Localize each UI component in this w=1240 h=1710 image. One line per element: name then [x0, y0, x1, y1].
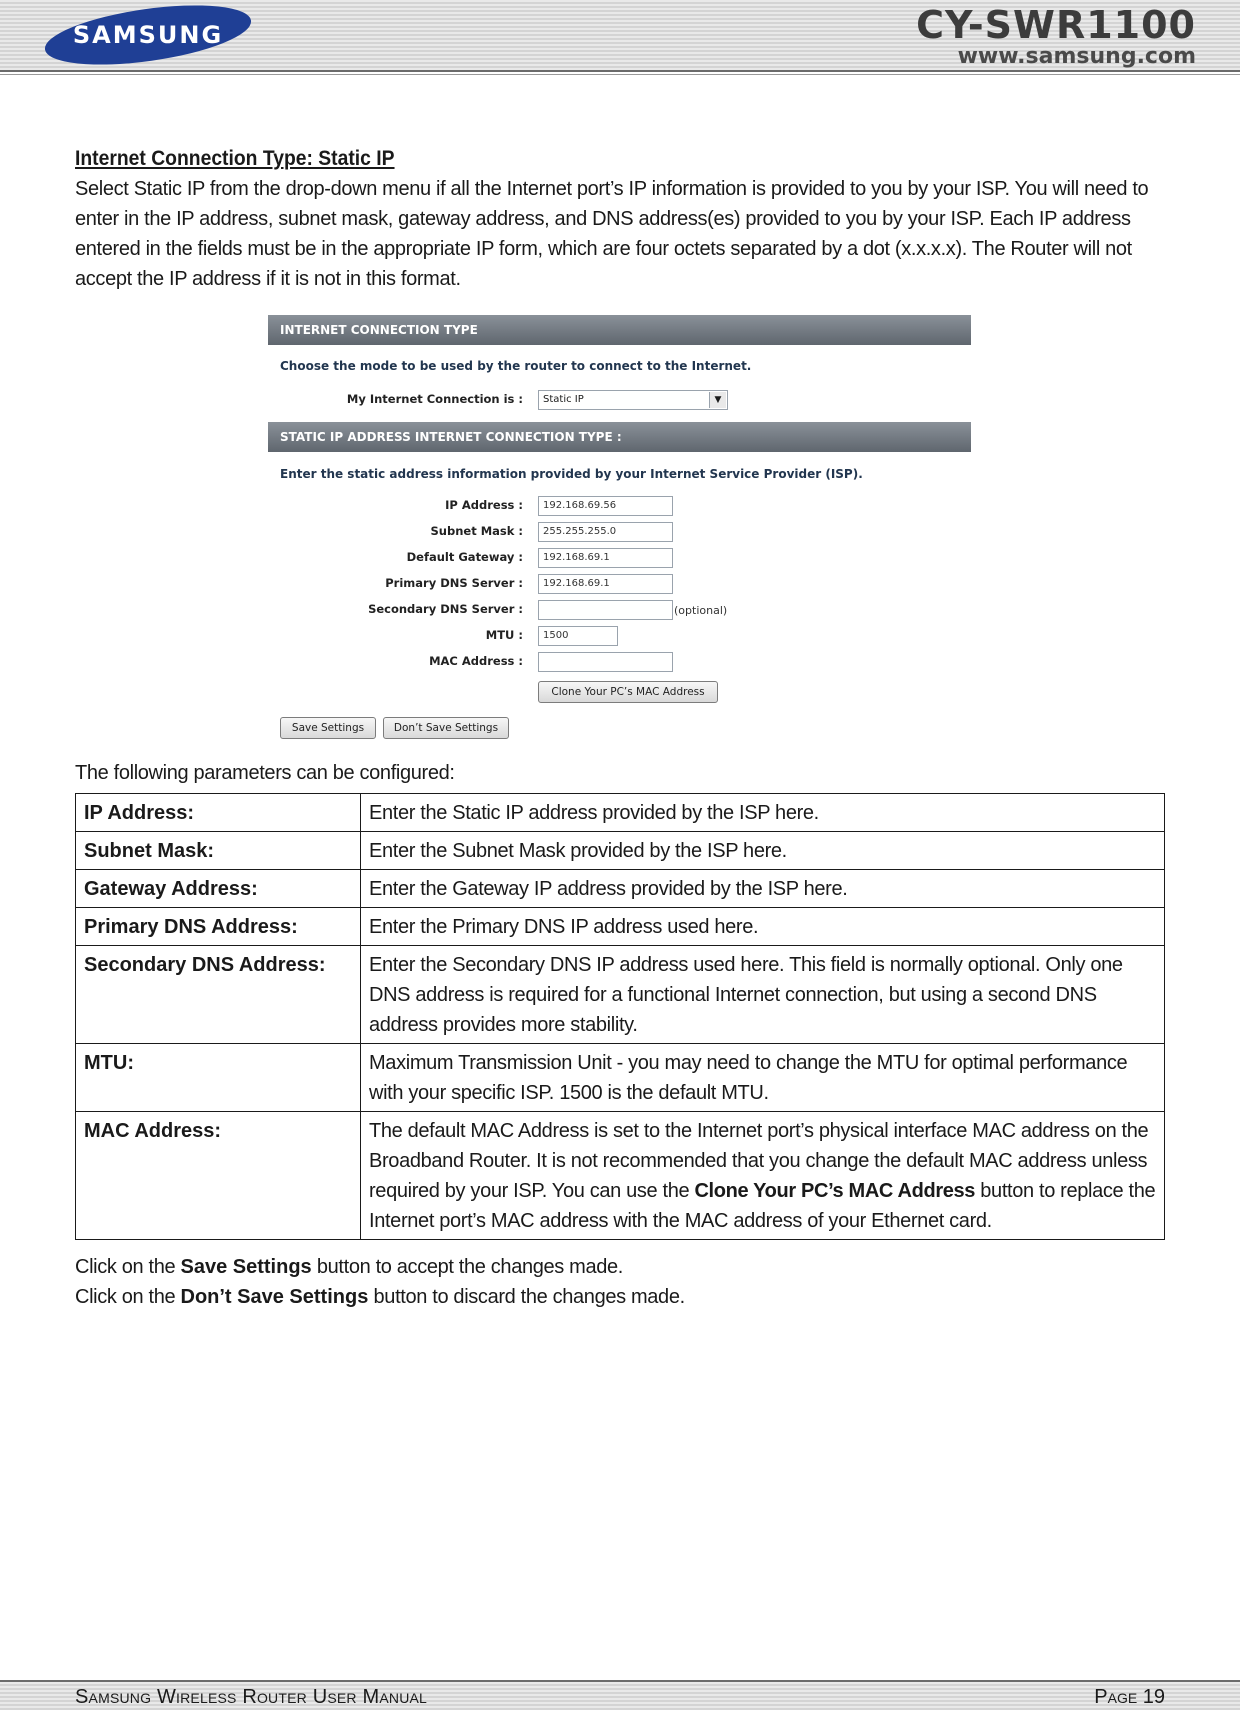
- primary-dns-label: Primary DNS Server :: [385, 576, 523, 590]
- default-gateway-input[interactable]: 192.168.69.1: [538, 548, 673, 568]
- manual-title: Samsung Wireless Router User Manual: [75, 1686, 428, 1708]
- param-desc: [361, 1112, 1165, 1240]
- dont-save-settings-button[interactable]: Don’t Save Settings: [383, 717, 509, 739]
- param-desc: Enter the Gateway IP address provided by the ISP here.: [361, 870, 1165, 908]
- params-intro: The following parameters can be configured:: [75, 762, 455, 784]
- table-row: [76, 832, 1165, 870]
- mtu-input[interactable]: 1500: [538, 626, 618, 646]
- enter-static-text: Enter the static address information provided by your Internet Service Provider (ISP).: [280, 467, 863, 481]
- page-number: Page 19: [1094, 1686, 1165, 1708]
- note-dont-save-post: button to discard the changes made.: [368, 1286, 685, 1308]
- note-save: [75, 1252, 685, 1282]
- chevron-down-icon[interactable]: ▼: [709, 392, 726, 408]
- note-dont-save-pre: Click on the: [75, 1286, 181, 1308]
- param-key: Gateway Address:: [76, 870, 361, 908]
- svg-text:SAMSUNG: SAMSUNG: [72, 21, 224, 49]
- model-block: [916, 4, 1196, 68]
- note-save-pre: Click on the: [75, 1256, 181, 1278]
- section-content: [75, 144, 1165, 294]
- default-gateway-label: Default Gateway :: [406, 550, 523, 564]
- subnet-mask-label: Subnet Mask :: [430, 524, 523, 538]
- table-row: [76, 1044, 1165, 1112]
- table-row: [76, 946, 1165, 1044]
- param-key: Primary DNS Address:: [76, 908, 361, 946]
- optional-note: (optional): [674, 604, 728, 617]
- model-name: CY-SWR1100: [916, 3, 1196, 47]
- table-row: [76, 908, 1165, 946]
- note-save-bold: Save Settings: [180, 1256, 312, 1278]
- table-row: [76, 870, 1165, 908]
- param-key: MAC Address:: [76, 1112, 361, 1240]
- mac-desc-bold: Clone Your PC’s MAC Address: [694, 1180, 976, 1202]
- clone-mac-button[interactable]: Clone Your PC’s MAC Address: [538, 681, 718, 703]
- page-header: [0, 0, 1240, 72]
- ip-address-input[interactable]: 192.168.69.56: [538, 496, 673, 516]
- header-divider: [0, 74, 1240, 75]
- choose-mode-text: Choose the mode to be used by the router to connect to the Internet.: [280, 359, 752, 373]
- table-row: [76, 1112, 1165, 1240]
- param-desc: Maximum Transmission Unit - you may need to change the MTU for optimal performance with your specific ISP. 1500 is the default MTU.: [361, 1044, 1165, 1112]
- param-desc: Enter the Primary DNS IP address used here.: [361, 908, 1165, 946]
- note-save-post: button to accept the changes made.: [311, 1256, 623, 1278]
- samsung-logo: [42, 2, 254, 66]
- param-desc: Enter the Static IP address provided by the ISP here.: [361, 794, 1165, 832]
- section-intro: Select Static IP from the drop-down menu if all the Internet port’s IP information is provided to you by your ISP. You will need to enter in the IP address, subnet mask, gateway address, and DNS address(es) provided to you by your ISP. Each IP address entered in the fields must be in the appropriate IP form, which are four octets separated by a dot (x.x.x.x). The Router will not accept the IP address if it is not in this format.: [75, 178, 1149, 290]
- mac-desc-pre: The default MAC Address is set to the Internet port’s physical interface MAC address on the Broadband Router. It is not recommended that you change the default MAC address unless required by your ISP. You can use the: [369, 1120, 1149, 1202]
- primary-dns-input[interactable]: 192.168.69.1: [538, 574, 673, 594]
- router-config-screenshot: [268, 315, 971, 740]
- param-desc: Enter the Secondary DNS IP address used here. This field is normally optional. Only one DNS address is required for a functional Internet connection, but using a second DNS address provides more stability.: [361, 946, 1165, 1044]
- secondary-dns-input[interactable]: [538, 600, 673, 620]
- param-desc: Enter the Subnet Mask provided by the ISP here.: [361, 832, 1165, 870]
- connection-type-select[interactable]: [538, 390, 728, 410]
- static-ip-bar: STATIC IP ADDRESS INTERNET CONNECTION TYPE :: [268, 422, 971, 452]
- connection-label: My Internet Connection is :: [346, 392, 523, 406]
- ip-address-label: IP Address :: [445, 498, 523, 512]
- mac-address-label: MAC Address :: [429, 654, 523, 668]
- website: www.samsung.com: [957, 44, 1196, 69]
- param-key: Secondary DNS Address:: [76, 946, 361, 1044]
- mtu-label: MTU :: [485, 628, 523, 642]
- param-key: IP Address:: [76, 794, 361, 832]
- mac-address-input[interactable]: [538, 652, 673, 672]
- mac-desc-post: button to replace the Internet port’s MAC address with the MAC address of your Ethernet card.: [369, 1180, 1156, 1232]
- internet-connection-type-bar: INTERNET CONNECTION TYPE: [268, 315, 971, 345]
- secondary-dns-label: Secondary DNS Server :: [368, 602, 523, 616]
- table-row: [76, 794, 1165, 832]
- save-settings-button[interactable]: Save Settings: [280, 717, 376, 739]
- param-key: Subnet Mask:: [76, 832, 361, 870]
- params-table: [75, 793, 1165, 1240]
- note-dont-save-bold: Don’t Save Settings: [180, 1286, 369, 1308]
- note-dont-save: [75, 1282, 685, 1312]
- notes: [75, 1252, 685, 1312]
- param-key: MTU:: [76, 1044, 361, 1112]
- subnet-mask-input[interactable]: 255.255.255.0: [538, 522, 673, 542]
- page-footer: [0, 1680, 1240, 1710]
- section-title: Internet Connection Type: Static IP: [75, 147, 395, 170]
- connection-type-value: Static IP: [543, 394, 584, 405]
